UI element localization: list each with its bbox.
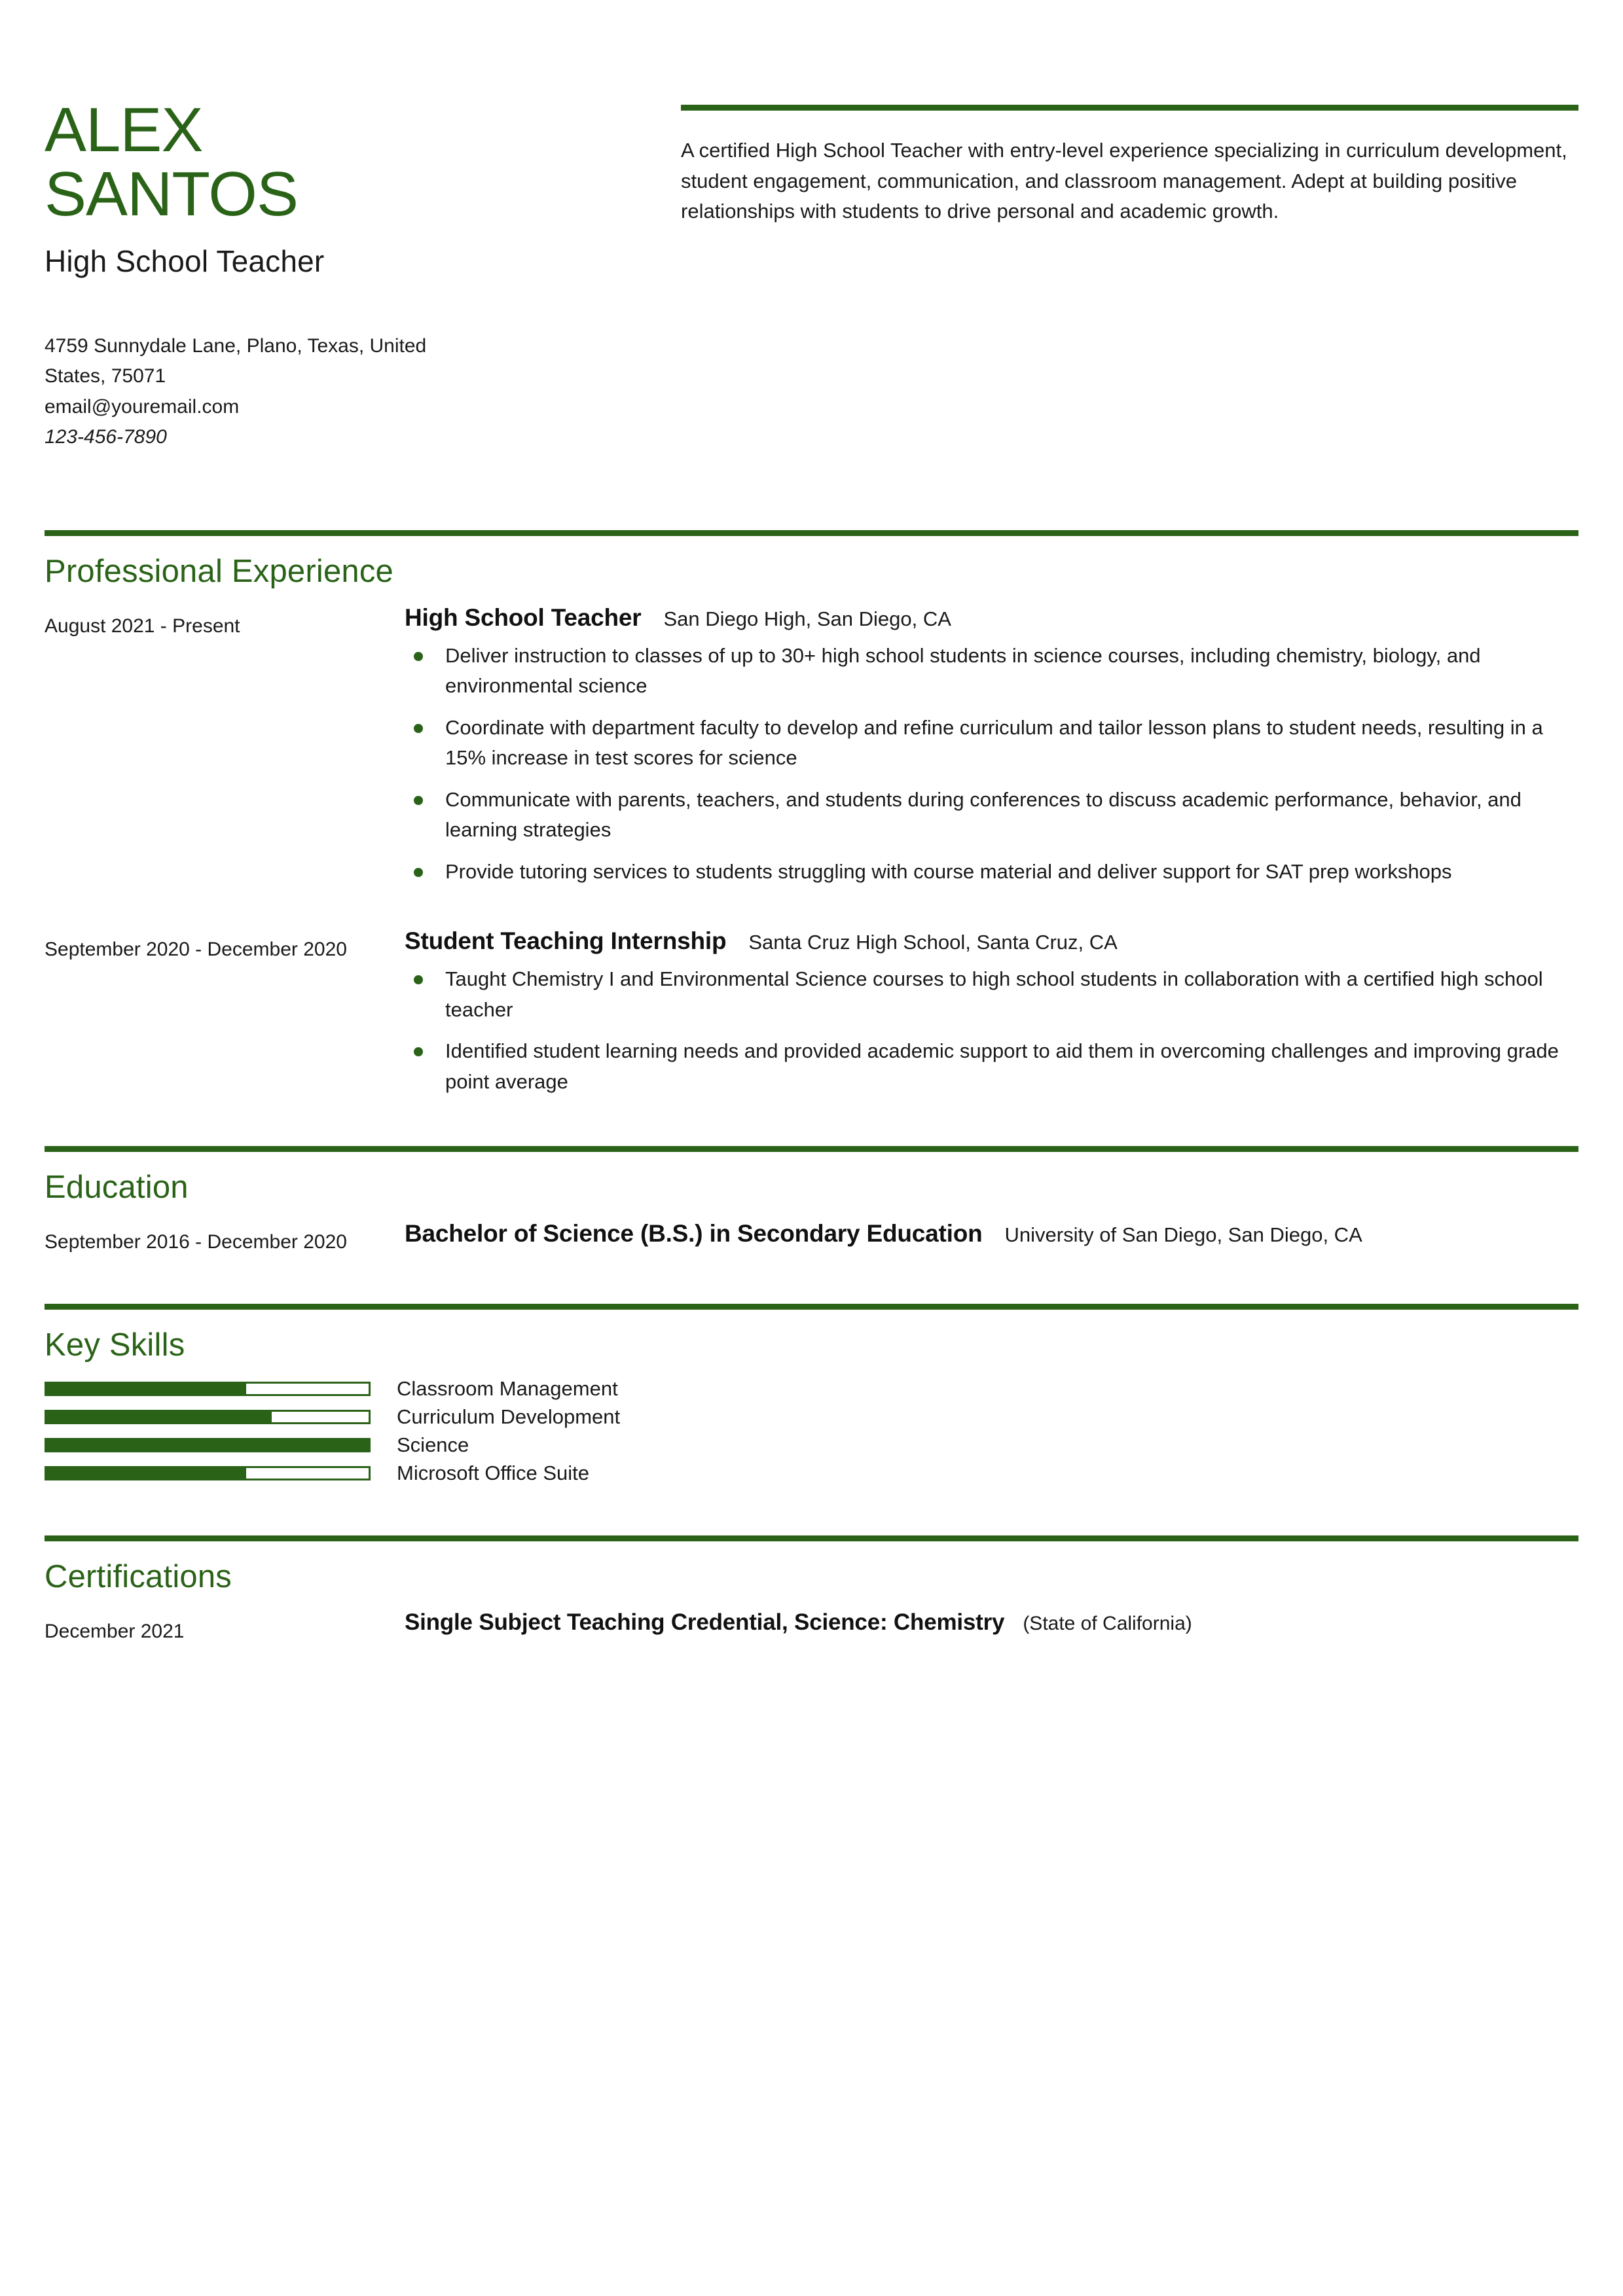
skill-label: Science <box>397 1433 469 1456</box>
contact-phone: 123-456-7890 <box>45 426 167 448</box>
list-item <box>405 785 1570 846</box>
bullet-dot-icon <box>414 724 423 733</box>
experience-organization: Santa Cruz High School, Santa Cruz, CA <box>748 931 1118 954</box>
bullet-text: Deliver instruction to classes of up to 30+ high school students in science courses, including chemistry, biology, and environmental science <box>445 643 1481 698</box>
header-divider <box>681 105 1578 111</box>
skill-label: Curriculum Development <box>397 1405 621 1428</box>
experience-organization: San Diego High, San Diego, CA <box>663 607 951 630</box>
contact-email[interactable]: email@youremail.com <box>45 395 240 418</box>
education-school: University of San Diego, San Diego, CA <box>1004 1223 1362 1247</box>
section-divider-certifications <box>45 1535 1578 1541</box>
education-entry <box>45 1220 1578 1257</box>
bullet-dot-icon <box>414 1047 423 1056</box>
list-item <box>405 641 1570 702</box>
education-degree: Bachelor of Science (B.S.) in Secondary Education <box>405 1220 983 1247</box>
certification-issuer: (State of California) <box>1023 1613 1192 1635</box>
section-divider-skills <box>45 1304 1578 1310</box>
certification-date: December 2021 <box>45 1621 185 1643</box>
resume-header <box>45 0 1578 453</box>
skill-level-bar <box>45 1438 371 1452</box>
list-item <box>45 1434 1578 1456</box>
bullet-text: Taught Chemistry I and Environmental Science courses to high school students in collaboration with a certified high school teacher <box>445 967 1543 1021</box>
contact-address-line1: 4759 Sunnydale Lane, Plano, Texas, United <box>45 334 427 357</box>
skill-level-bar <box>45 1410 371 1424</box>
section-divider-education <box>45 1146 1578 1152</box>
section-skills <box>45 1304 1578 1484</box>
profile-summary: A certified High School Teacher with entry-level experience specializing in curriculum development, student engagement, communication, and classroom management. Adept at building positive relationships with students to drive personal and academic growth. <box>681 139 1567 223</box>
experience-role: High School Teacher <box>405 603 642 631</box>
experience-date: September 2020 - December 2020 <box>45 939 347 961</box>
experience-role: Student Teaching Internship <box>405 927 727 955</box>
list-item <box>405 857 1570 888</box>
certification-headline <box>405 1609 1578 1636</box>
bullet-dot-icon <box>414 975 423 984</box>
bullet-text: Coordinate with department faculty to develop and refine curriculum and tailor lesson plans to student needs, resulting in a 15% increase in test scores for science <box>445 715 1543 770</box>
education-headline <box>405 1220 1578 1247</box>
bullet-dot-icon <box>414 796 423 805</box>
list-item <box>405 713 1570 774</box>
candidate-job-title: High School Teacher <box>45 243 325 278</box>
list-item <box>405 1036 1570 1097</box>
list-item <box>45 1378 1578 1400</box>
experience-details <box>398 604 1578 888</box>
certification-name: Single Subject Teaching Credential, Science: Chemistry <box>405 1609 1005 1636</box>
experience-entry <box>45 604 1578 888</box>
experience-headline <box>405 604 1578 632</box>
list-item <box>405 964 1570 1025</box>
section-title-education: Education <box>45 1170 189 1206</box>
experience-details <box>398 927 1578 1097</box>
section-title-skills: Key Skills <box>45 1327 185 1363</box>
certification-entry <box>45 1609 1578 1646</box>
skill-level-bar <box>45 1382 371 1396</box>
skill-label: Microsoft Office Suite <box>397 1462 590 1485</box>
section-education <box>45 1146 1578 1257</box>
experience-date: August 2021 - Present <box>45 615 240 637</box>
bullet-dot-icon <box>414 868 423 877</box>
candidate-last-name: SANTOS <box>45 158 298 229</box>
education-date: September 2016 - December 2020 <box>45 1231 347 1253</box>
education-details <box>398 1220 1578 1257</box>
experience-bullets <box>405 641 1578 888</box>
bullet-text: Communicate with parents, teachers, and students during conferences to discuss academic performance, behavior, and learning strategies <box>445 787 1522 842</box>
skill-level-bar <box>45 1466 371 1480</box>
section-title-certifications: Certifications <box>45 1559 232 1595</box>
candidate-name <box>45 95 634 229</box>
section-experience <box>45 530 1578 1098</box>
bullet-text: Provide tutoring services to students struggling with course material and deliver support for SAT prep workshops <box>445 859 1452 883</box>
section-certifications <box>45 1535 1578 1646</box>
bullet-text: Identified student learning needs and provided academic support to aid them in overcoming challenges and improving grade point average <box>445 1039 1559 1093</box>
skill-label: Classroom Management <box>397 1376 618 1400</box>
list-item <box>45 1406 1578 1428</box>
section-divider-experience <box>45 530 1578 536</box>
bullet-dot-icon <box>414 652 423 661</box>
experience-bullets <box>405 964 1578 1097</box>
header-identity <box>45 95 634 453</box>
experience-entry <box>45 927 1578 1097</box>
header-summary-area <box>634 98 1578 453</box>
experience-headline <box>405 927 1578 955</box>
list-item <box>45 1462 1578 1484</box>
skills-list <box>45 1378 1578 1484</box>
candidate-first-name: ALEX <box>45 95 203 165</box>
section-title-experience: Professional Experience <box>45 553 394 589</box>
certification-details <box>398 1609 1578 1646</box>
contact-address-line2: States, 75071 <box>45 365 166 387</box>
contact-block <box>45 331 634 453</box>
